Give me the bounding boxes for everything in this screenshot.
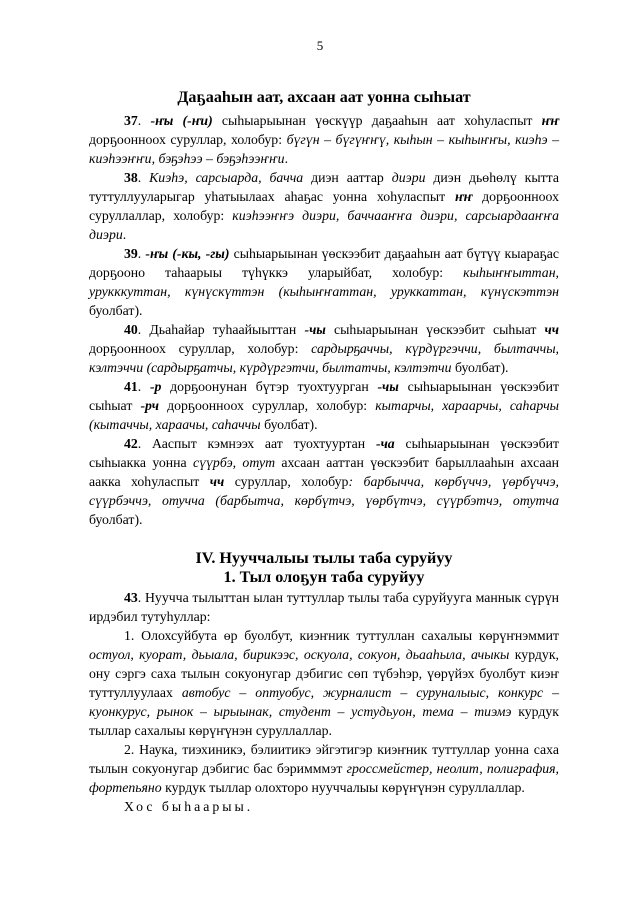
paragraph-40: 40. Дьаһайар туһаайыыттан -чы сыһыарыынан үөскээбит сыһыат чч дорҕоонноох суруллар, холобур: сардырҕаччы, күрдүргэччи, былтаччы, кэлтэччи (сардырҕатчы, күрдүргэтчи, былтатчы, кэлтэтчи буолбат). <box>89 322 560 375</box>
paragraph-43-item-1: 1. Олохсуйбута өр буолбут, киэҥник туттуллан сахалыы көрүҥнэммит остуол, куорат, дьыала, бирикээс, оскуола, сокуон, дьааһыла, ачыкы курдук, ону сэргэ саха тылын сокуонугар дэбигис сөп түбэһэр, үөрүйэх буолбут киэҥ туттуллуулаах автобус – оптуобус, журналист – суруналыыс, конкурс – куонкурус, рынок – ырыынак, студент – устудьуон, тема – тиэмэ курдук тыллар сахалыы көрүҥүнэн суруллаллар. <box>89 628 560 738</box>
rule-number: 42 <box>124 436 138 451</box>
double-letter: ҥҥ <box>541 113 560 128</box>
chapter-title: 1. Тыл олоҕун таба суруйуу <box>223 569 425 586</box>
example-text: : барбычча, көрбүччэ, үөрбүччэ, сүүрбэччэ, отучча (барбытча, көрбүтчэ, үөрбүтчэ, сүүрбэтчэ, отутча <box>89 474 559 508</box>
page-number: 5 <box>316 38 324 53</box>
paragraph-38: 38. Киэһэ, сарсыарда, бачча диэн ааттар диэри диэн дьөһөлү кытта туттуллууларыгар уһатыылаах аһаҕас уонна хоһуласпыт ҥҥ дорҕоонноох суруллаллар, холобур: киэһээҥҥэ диэри, баччааҥҥа диэри, сарсыардааҥҥа диэри. <box>89 170 559 242</box>
paragraph-41: 41. -р дорҕоонунан бүтэр туохтуурган -чы сыһыарыынан үөскээбит сыһыат -рч дорҕоонноох суруллар, холобур: кытарчы, хараарчы, саһарчы (кытаччы, хараачы, саһаччы буолбат). <box>89 379 559 432</box>
double-letter: ҥҥ <box>455 189 473 204</box>
paragraph-43-item-2: 2. Наука, тиэхиникэ, бэлиитикэ эйгэтигэр киэҥник туттуллар уонна саха тылын сокуонугар дэбигис бас бэримммэт гроссмейстер, неолит, полиграфия, фортепьяно курдук тыллар олохторо нууччалыы көрүҥүнэн суруллаллар. <box>89 742 560 795</box>
example-text: бүгүн – бүгүҥҥү, кыһын – кыһыҥҥы, киэһэ – киэһээҥҥи, бэҕэһээ – бэҕэһээҥҥи <box>89 132 560 166</box>
rule-number: 41 <box>124 379 138 394</box>
double-letter: чч <box>544 322 560 337</box>
example-text: сүүрбэ, отут <box>193 455 276 470</box>
example-text: киэһээҥҥэ диэри, баччааҥҥа диэри, сарсыардааҥҥа диэри <box>89 208 559 242</box>
note-label: Хос быһаарыы. <box>124 799 254 814</box>
section-title: IV. Нууччалыы тылы таба суруйуу <box>195 550 453 567</box>
example-text: кыһыҥҥыттан, урукккуттан, күнүскүттэн (кыһыҥҥаттан, уруккаттан, күнүскэттэн <box>89 265 559 299</box>
suffix: -рч <box>140 398 159 413</box>
rule-number: 39 <box>124 246 138 261</box>
example-text: кытарчы, хараарчы, саһарчы (кытаччы, хараачы, саһаччы <box>89 398 559 432</box>
paragraph-43: 43. Нуучча тылыттан ылан туттуллар тылы таба суруйууга маннык сүрүн ирдэбил тутуһуллар: <box>89 590 559 624</box>
rule-number: 38 <box>124 170 138 185</box>
example-text: Киэһэ, сарсыарда, бачча <box>149 170 304 185</box>
example-text: автобус – оптуобус, журналист – суруналыыс, конкурс – куонкурус, рынок – ырыынак, студент – устудьуон, тема – тиэмэ <box>89 685 560 719</box>
paragraph-42: 42. Ааспыт кэмнээх аат туохтууртан -ча сыһыарыынан үөскээбит сыһыакка уонна сүүрбэ, отут ахсаан ааттан үөскээбит барыллааһын ахсаан аакка хоһуласпыт чч суруллар, холобур: барбычча, көрбүччэ, үөрбүччэ, сүүрбэччэ, отучча (барбытча, көрбүтчэ, үөрбүтчэ, сүүрбэтчэ, отутча буолбат). <box>89 436 559 527</box>
suffix: -чы <box>304 322 326 337</box>
example-text: сардырҕаччы, күрдүргэччи, былтаччы, кэлтэччи (сардырҕатчы, күрдүргэтчи, былтатчы, кэлтэтчи <box>89 341 559 375</box>
suffix: -ҥы (-ҥи) <box>150 113 213 128</box>
paragraph-37: 37. -ҥы (-ҥи) сыһыарыынан үөскүүр даҕааһын аат хоһуласпыт ҥҥ дорҕоонноох суруллар, холобур: бүгүн – бүгүҥҥү, кыһын – кыһыҥҥы, киэһэ – киэһээҥҥи, бэҕэһээ – бэҕэһээҥҥи. <box>89 113 560 166</box>
double-letter: чч <box>209 474 225 489</box>
example-text: остуол, куорат, дьыала, бирикээс, оскуола, сокуон, дьааһыла, ачыкы <box>89 647 510 662</box>
rule-number: 40 <box>124 322 138 337</box>
suffix: -ҥы (-кы, -гы) <box>145 246 230 261</box>
rule-number: 43 <box>124 590 138 605</box>
example-text: гроссмейстер, неолит, полиграфия, фортепьяно <box>89 761 560 795</box>
example-text: диэри <box>391 170 426 185</box>
suffix: -чы <box>377 379 399 394</box>
page-content <box>89 88 559 816</box>
paragraph-39: 39. -ҥы (-кы, -гы) сыһыарыынан үөскээбит даҕааһын аат бүтүү кыараҕас дорҕооно таһаарыы түһүккэ уларыйбат, холобур: кыһыҥҥыттан, урукккуттан, күнүскүттэн (кыһыҥҥаттан, уруккаттан, күнүскэттэн буолбат). <box>89 246 559 318</box>
rule-number: 37 <box>124 113 138 128</box>
suffix: -р <box>149 379 162 394</box>
subsection-title: Даҕааһын аат, ахсаан аат уонна сыһыат <box>177 89 471 106</box>
suffix: -ча <box>375 436 395 451</box>
paragraph-note <box>89 797 559 816</box>
